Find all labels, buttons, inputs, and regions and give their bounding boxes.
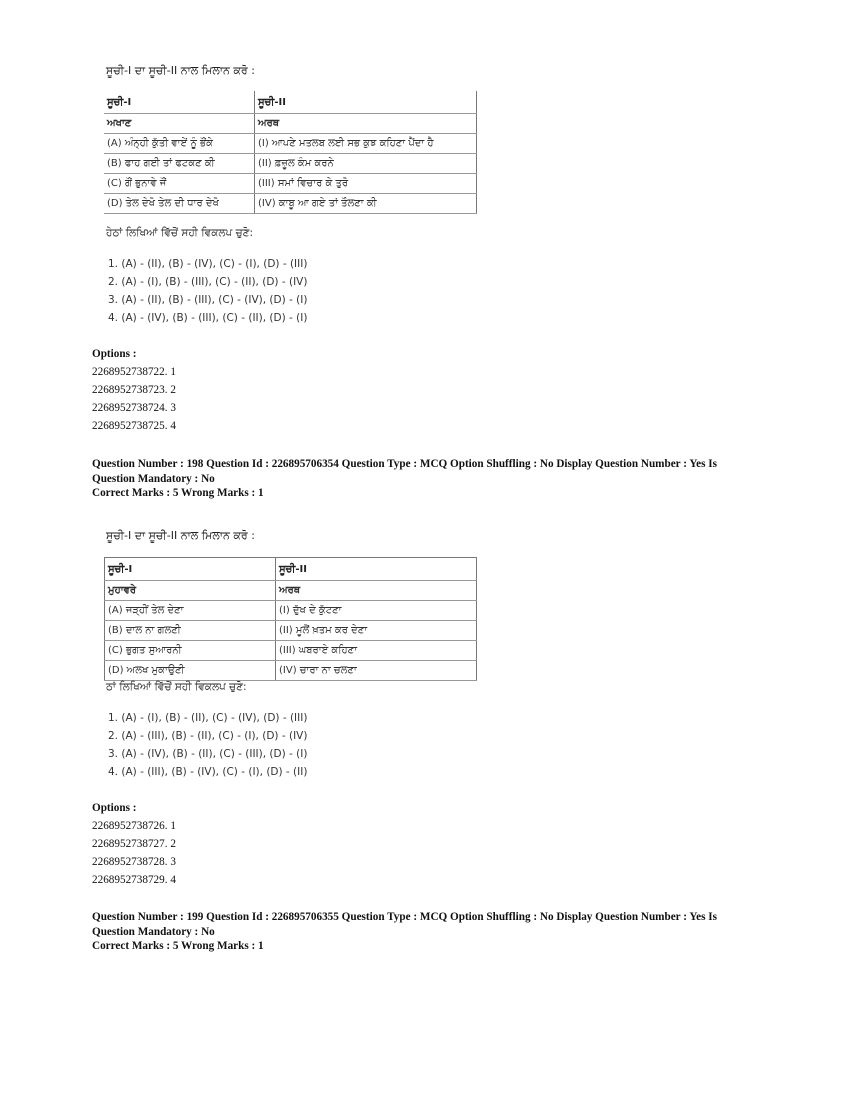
table-cell: (C) ਭੁਗਤ ਸੁਆਰਨੀ [105, 641, 276, 661]
question-meta-198 [92, 457, 717, 501]
options-heading: Options : [92, 802, 137, 814]
table-row [105, 621, 477, 641]
table-row [104, 194, 477, 214]
table-cell: (B) ਦਾਲ ਨਾ ਗਲਣੀ [105, 621, 276, 641]
table-sub-left: ਅਖਾਣ [104, 114, 255, 134]
option-id: 2268952738727. 2 [92, 838, 176, 850]
table-sub-right: ਅਰਥ [255, 114, 477, 134]
option-id: 2268952738722. 1 [92, 366, 176, 378]
option-id: 2268952738729. 4 [92, 874, 176, 886]
table-row [104, 154, 477, 174]
table-cell: (C) ਗੌਂ ਭੁਨਾਵੇ ਜੌਂ [104, 174, 255, 194]
table-head-list2: ਸੂਚੀ-II [276, 558, 477, 581]
question-instruction: ਠਾਂ ਲਿਖਿਆਂ ਵਿੱਚੋਂ ਸਹੀ ਵਿਕਲਪ ਚੁਣੋ: [106, 681, 247, 693]
meta-line: Question Mandatory : No [92, 925, 215, 938]
match-table [104, 557, 477, 681]
option-id: 2268952738728. 3 [92, 856, 176, 868]
table-cell: (I) ਆਪਣੇ ਮਤਲਬ ਲਈ ਸਭ ਕੁਝ ਕਹਿਣਾ ਪੈਂਦਾ ਹੈ [255, 134, 477, 154]
table-head-list1: ਸੂਚੀ-I [104, 91, 255, 114]
choice-line: 2. (A) - (I), (B) - (III), (C) - (II), (D) - (IV) [108, 276, 308, 288]
choice-line: 4. (A) - (III), (B) - (IV), (C) - (I), (D) - (II) [108, 766, 308, 778]
options-heading: Options : [92, 348, 137, 360]
option-id: 2268952738725. 4 [92, 420, 176, 432]
table-cell: (II) ਮੂਲੋਂ ਖ਼ਤਮ ਕਰ ਦੇਣਾ [276, 621, 477, 641]
match-table [104, 91, 477, 214]
table-cell: (II) ਫ਼ਜ਼ੂਲ ਕੰਮ ਕਰਨੇ [255, 154, 477, 174]
meta-line: Correct Marks : 5 Wrong Marks : 1 [92, 940, 264, 952]
table-cell: (III) ਘਬਰਾਏ ਕਹਿਣਾ [276, 641, 477, 661]
question-prompt: ਸੂਚੀ-I ਦਾ ਸੂਚੀ-II ਨਾਲ ਮਿਲਾਨ ਕਰੋ : [106, 64, 255, 77]
choice-line: 1. (A) - (I), (B) - (II), (C) - (IV), (D) - (III) [108, 712, 308, 724]
question-instruction: ਹੇਠਾਂ ਲਿਖਿਆਂ ਵਿੱਚੋਂ ਸਹੀ ਵਿਕਲਪ ਚੁਣੋ: [106, 227, 254, 239]
table-row [105, 601, 477, 621]
table-cell: (III) ਸਮਾਂ ਵਿਚਾਰ ਕੇ ਤੁਰੋ [255, 174, 477, 194]
table-row [104, 134, 477, 154]
choice-line: 2. (A) - (III), (B) - (II), (C) - (I), (D) - (IV) [108, 730, 308, 742]
choice-line: 1. (A) - (II), (B) - (IV), (C) - (I), (D) - (III) [108, 258, 308, 270]
option-id: 2268952738724. 3 [92, 402, 176, 414]
table-sub-right: ਅਰਥ [276, 581, 477, 601]
option-id: 2268952738726. 1 [92, 820, 176, 832]
meta-line: Question Number : 199 Question Id : 226895706355 Question Type : MCQ Option Shuffling : No Display Question Number : Yes Is [92, 911, 718, 923]
table-row [104, 174, 477, 194]
question-prompt: ਸੂਚੀ-I ਦਾ ਸੂਚੀ-II ਨਾਲ ਮਿਲਾਨ ਕਰੋ : [106, 529, 255, 542]
table-row [105, 641, 477, 661]
table-cell: (D) ਅਲਖ ਮੁਕਾਉਣੀ [105, 661, 276, 681]
table-cell: (A) ਜੜ੍ਹੀਂ ਤੇਲ ਦੇਣਾ [105, 601, 276, 621]
table-cell: (I) ਦੁੱਖ ਦੇ ਕੁੱਟਣਾ [276, 601, 477, 621]
meta-line: Question Number : 198 Question Id : 226895706354 Question Type : MCQ Option Shuffling : No Display Question Number : Yes Is [92, 458, 718, 470]
table-cell: (IV) ਕਾਬੂ ਆ ਗਏ ਤਾਂ ਤੌਲਣਾ ਕੀ [255, 194, 477, 214]
option-id: 2268952738723. 2 [92, 384, 176, 396]
table-head-list1: ਸੂਚੀ-I [105, 558, 276, 581]
choice-line: 3. (A) - (IV), (B) - (II), (C) - (III), (D) - (I) [108, 748, 308, 760]
table-row [105, 661, 477, 681]
choice-line: 3. (A) - (II), (B) - (III), (C) - (IV), (D) - (I) [108, 294, 308, 306]
table-sub-left: ਮੁਹਾਵਰੇ [105, 581, 276, 601]
table-cell: (A) ਅੰਨ੍ਹੀ ਕੁੱਤੀ ਵਾਏਂ ਨੂੰ ਭੌਂਕੇ [104, 134, 255, 154]
table-cell: (D) ਤੇਲ ਦੇਖੋ ਤੇਲ ਦੀ ਧਾਰ ਦੇਖੋ [104, 194, 255, 214]
choice-line: 4. (A) - (IV), (B) - (III), (C) - (II), (D) - (I) [108, 312, 308, 324]
question-meta-199 [92, 910, 717, 954]
meta-line: Correct Marks : 5 Wrong Marks : 1 [92, 487, 264, 499]
meta-line: Question Mandatory : No [92, 472, 215, 485]
table-cell: (B) ਫਾਹ ਗਈ ਤਾਂ ਫਟਕਣ ਕੀ [104, 154, 255, 174]
table-cell: (IV) ਚਾਰਾ ਨਾ ਚਲਣਾ [276, 661, 477, 681]
table-head-list2: ਸੂਚੀ-II [255, 91, 477, 114]
